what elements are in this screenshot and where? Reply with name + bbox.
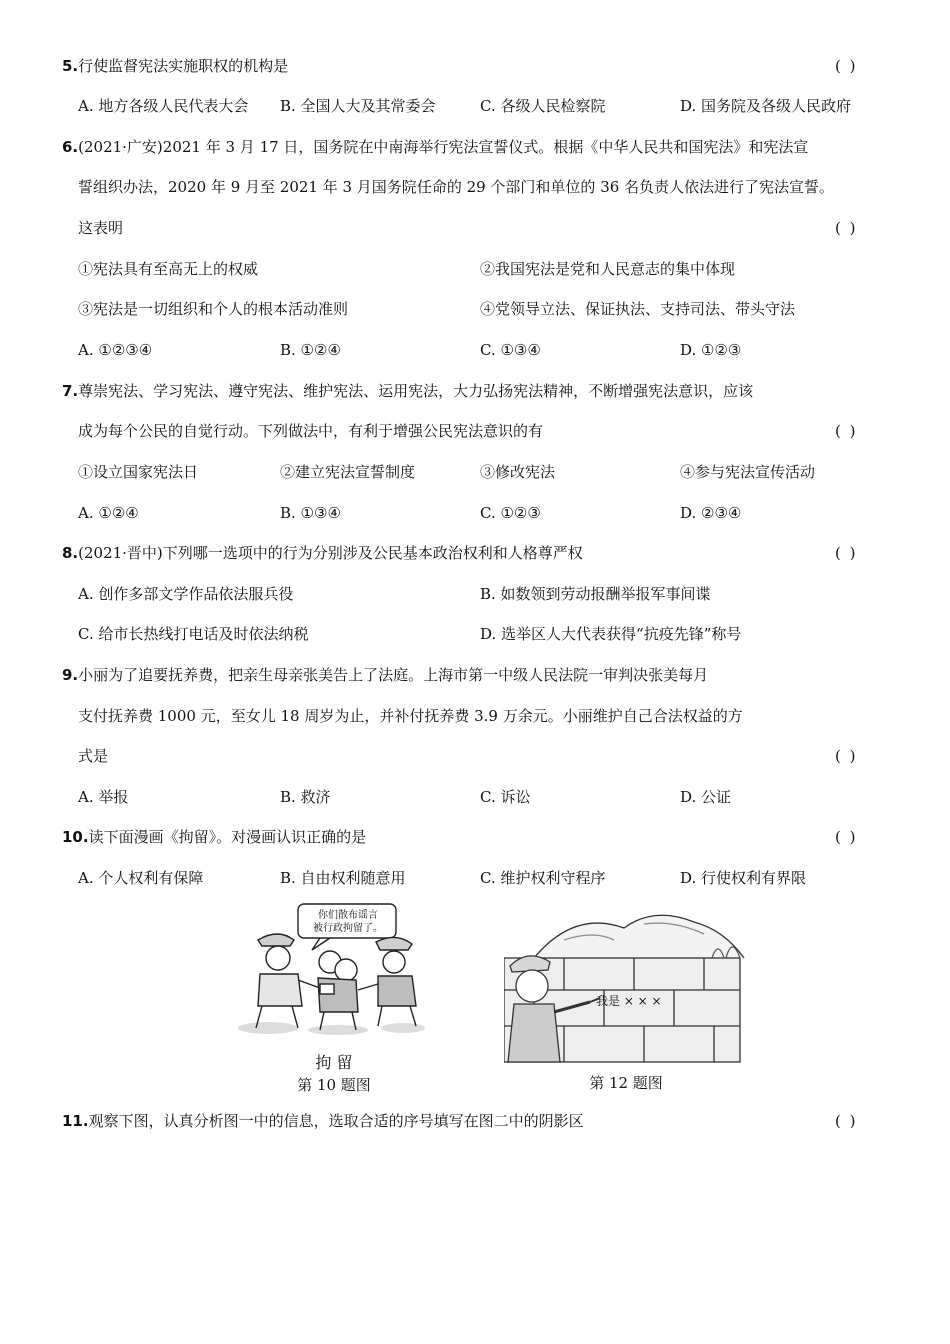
speech-bubble-line-1: 你们散布谣言 [318, 910, 378, 921]
q10-option-b[interactable]: B. 自由权利随意用 [280, 869, 406, 887]
q6-stem-line-2: 誓组织办法，2020 年 9 月至 2021 年 3 月国务院任命的 29 个部门和单位的 36 名负责人依法进行了宪法宣誓。 [78, 178, 835, 196]
q6-statement-2: ②我国宪法是党和人民意志的集中体现 [480, 260, 736, 278]
q10-option-c[interactable]: C. 维护权利守程序 [480, 869, 606, 887]
q6-option-d[interactable]: D. ①②③ [680, 341, 742, 359]
q5-option-a[interactable]: A. 地方各级人民代表大会 [78, 97, 249, 115]
figure-12-cartoon [504, 900, 748, 1096]
q11-stem: 观察下图，认真分析图一中的信息，选取合适的序号填写在图二中的阴影区 [88, 1112, 584, 1130]
speech-bubble-line-2: 被行政拘留了。 [313, 923, 383, 934]
q6-statement-1: ①宪法具有至高无上的权威 [78, 260, 259, 278]
q5-option-b[interactable]: B. 全国人大及其常委会 [280, 97, 436, 115]
speech-bubble [300, 909, 396, 935]
q6-statement-3: ③宪法是一切组织和个人的根本活动准则 [78, 300, 349, 318]
q5-stem: 行使监督宪法实施职权的机构是 [78, 57, 289, 75]
q9-answer-bracket[interactable]: ( ) [835, 747, 858, 765]
figure-12-caption: 第 12 题图 [589, 1074, 663, 1092]
q9-number: 9. [62, 666, 79, 684]
q11-stem-line [62, 1110, 584, 1132]
q9-option-c[interactable]: C. 诉讼 [480, 788, 531, 806]
q8-option-c[interactable]: C. 给市长热线打电话及时依法纳税 [78, 625, 309, 643]
q6-stem-line-1 [62, 136, 808, 158]
q9-option-a[interactable]: A. 举报 [78, 788, 129, 806]
q6-stem-line-3: 这表明 [78, 219, 124, 237]
q6-option-b[interactable]: B. ①②④ [280, 341, 341, 359]
q8-option-b[interactable]: B. 如数领到劳动报酬举报军事间谍 [480, 585, 711, 603]
q5-number: 5. [62, 57, 79, 75]
q8-option-d[interactable]: D. 选举区人大代表获得“抗疫先锋”称号 [480, 625, 742, 643]
q9-option-d[interactable]: D. 公证 [680, 788, 732, 806]
q10-stem: 读下面漫画《拘留》。对漫画认识正确的是 [88, 828, 367, 846]
q7-statement-2: ②建立宪法宣誓制度 [280, 463, 416, 481]
q8-answer-bracket[interactable]: ( ) [835, 544, 858, 562]
q6-stem-1: (2021·广安)2021 年 3 月 17 日，国务院在中南海举行宪法宣誓仪式。根据《中华人民共和国宪法》和宪法宣 [78, 138, 809, 156]
cartoon-title: 拘 留 [315, 1053, 353, 1072]
q6-number: 6. [62, 138, 79, 156]
q8-stem-line [62, 542, 583, 564]
q9-stem-line-1 [62, 664, 708, 686]
figure-10-cartoon [228, 900, 440, 1096]
q8-number: 8. [62, 544, 79, 562]
wall-graffiti-cartoon-image [504, 900, 748, 1066]
q6-option-c[interactable]: C. ①③④ [480, 341, 541, 359]
q6-statement-4: ④党领导立法、保证执法、支持司法、带头守法 [480, 300, 796, 318]
q7-option-a[interactable]: A. ①②④ [78, 504, 139, 522]
q7-stem-line-2: 成为每个公民的自觉行动。下列做法中，有利于增强公民宪法意识的有 [78, 422, 544, 440]
q6-option-a[interactable]: A. ①②③④ [78, 341, 153, 359]
q7-option-c[interactable]: C. ①②③ [480, 504, 541, 522]
q10-option-a[interactable]: A. 个人权利有保障 [78, 869, 204, 887]
q9-option-b[interactable]: B. 救济 [280, 788, 331, 806]
q7-statement-4: ④参与宪法宣传活动 [680, 463, 816, 481]
q9-stem-line-3: 式是 [78, 747, 109, 765]
q10-stem-line [62, 826, 366, 848]
q10-answer-bracket[interactable]: ( ) [835, 828, 858, 846]
q7-option-b[interactable]: B. ①③④ [280, 504, 341, 522]
q6-answer-bracket[interactable]: ( ) [835, 219, 858, 237]
q8-option-a[interactable]: A. 创作多部文学作品依法服兵役 [78, 585, 294, 603]
q10-number: 10. [62, 828, 89, 846]
q11-answer-bracket[interactable]: ( ) [835, 1112, 858, 1130]
q9-stem-line-2: 支付抚养费 1000 元，至女儿 18 周岁为止，并补付抚养费 3.9 万余元。小丽维护自己合法权益的方 [78, 707, 743, 725]
q11-number: 11. [62, 1112, 89, 1130]
q7-statement-1: ①设立国家宪法日 [78, 463, 199, 481]
q7-stem-1: 尊崇宪法、学习宪法、遵守宪法、维护宪法、运用宪法，大力弘扬宪法精神，不断增强宪法意识，应该 [78, 382, 754, 400]
q7-stem-line-1 [62, 380, 753, 402]
q7-option-d[interactable]: D. ②③④ [680, 504, 742, 522]
q7-number: 7. [62, 382, 79, 400]
q5-option-d[interactable]: D. 国务院及各级人民政府 [680, 97, 852, 115]
q5-answer-bracket[interactable]: ( ) [835, 57, 858, 75]
q5-stem-line [62, 55, 288, 77]
q10-option-d[interactable]: D. 行使权利有界限 [680, 869, 807, 887]
wall-graffiti-text: 我是 × × × [596, 994, 662, 1008]
q8-stem: (2021·晋中)下列哪一选项中的行为分别涉及公民基本政治权利和人格尊严权 [78, 544, 583, 562]
q9-stem-1: 小丽为了追要抚养费，把亲生母亲张美告上了法庭。上海市第一中级人民法院一审判决张美每月 [78, 666, 709, 684]
q7-statement-3: ③修改宪法 [480, 463, 556, 481]
figure-10-caption: 第 10 题图 [297, 1076, 371, 1094]
q5-option-c[interactable]: C. 各级人民检察院 [480, 97, 606, 115]
q7-answer-bracket[interactable]: ( ) [835, 422, 858, 440]
